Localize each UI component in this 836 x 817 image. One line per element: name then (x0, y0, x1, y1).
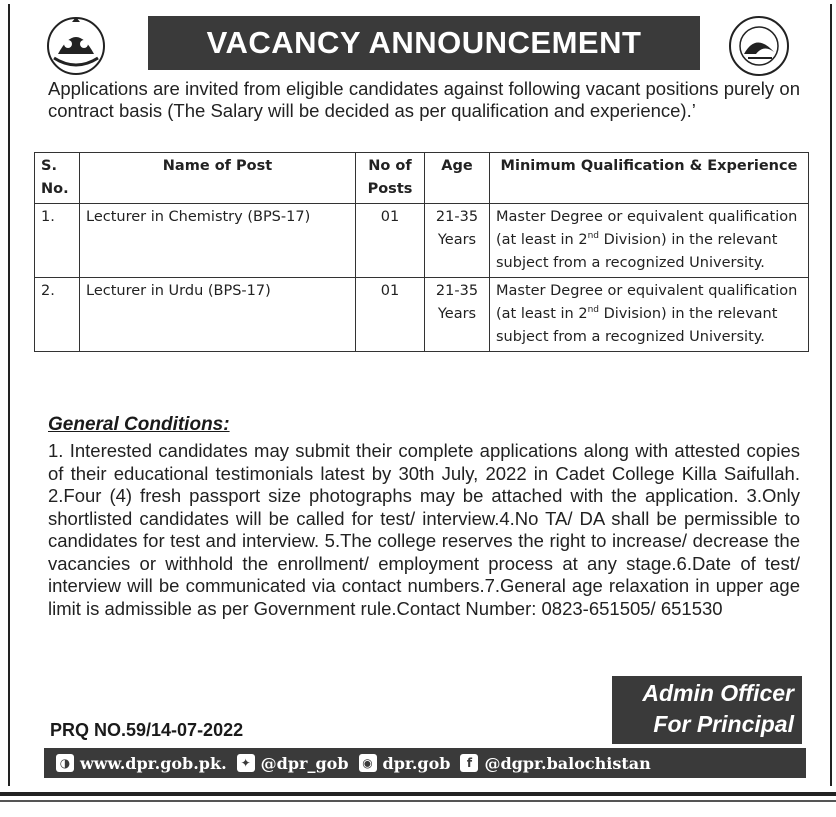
intro-paragraph: Applications are invited from eligible candidates against following vacant positions purely on contract basis (The Salary will be decided as per qualification and experience).’ (48, 78, 800, 121)
page-title: VACANCY ANNOUNCEMENT (148, 16, 700, 70)
row-age: 21-35 Years (425, 278, 490, 352)
prq-number: PRQ NO.59/14-07-2022 (50, 720, 244, 740)
vacancy-table (34, 152, 809, 352)
header-sno: S. No. (35, 153, 80, 204)
general-conditions-text: 1. Interested candidates may submit their complete applications along with attested copies of their educational testimonials latest by 30th July, 2022 in Cadet College Killa Saifullah. 2.Four (4) fresh passport size photographs may be attached with the application. 3.Only shortlisted candidates will be called for test/ interview.4.No TA/ DA shall be permissible to candidates for test and interview. 5.The college reserves the right to increase/ decrease the vacancies or withhold the enrollment/ employment process at any stage.6.Date of test/ interview will be communicated via contact numbers.7.General age relaxation in upper age limit is admissible as per Government rule.Contact Number: 0823-651505/ 651530 (48, 440, 800, 619)
signoff-title: Admin Officer (642, 680, 794, 706)
header-age: Age (425, 153, 490, 204)
signoff-box (612, 676, 802, 744)
twitter-icon: ✦ (237, 754, 255, 772)
instagram-icon: ◉ (359, 754, 377, 772)
row-age: 21-35 Years (425, 204, 490, 278)
balochistan-emblem-logo (44, 14, 108, 76)
facebook-icon: f (460, 754, 478, 772)
row-qualification: Master Degree or equivalent qualification (at least in 2nd Division) in the relevant subject from a recognized University. (490, 278, 809, 352)
general-conditions-heading: General Conditions: (48, 414, 230, 435)
footer-facebook[interactable]: f @dgpr.balochistan (460, 754, 650, 773)
bottom-divider-secondary (0, 800, 836, 802)
row-sno: 1. (35, 204, 80, 278)
row-post-count: 01 (356, 204, 425, 278)
row-post-name: Lecturer in Chemistry (BPS-17) (80, 204, 356, 278)
footer-website[interactable]: ◑ www.dpr.gob.pk. (56, 754, 227, 773)
header-post-name: Name of Post (80, 153, 356, 204)
header-no-of-posts: No of Posts (356, 153, 425, 204)
table-header-row (35, 153, 809, 204)
footer-contact-bar (44, 748, 806, 778)
row-sno: 2. (35, 278, 80, 352)
cadet-college-crest-logo (720, 14, 798, 78)
row-post-count: 01 (356, 278, 425, 352)
bottom-divider (0, 792, 836, 796)
globe-icon: ◑ (56, 754, 74, 772)
row-qualification: Master Degree or equivalent qualification (at least in 2nd Division) in the relevant subject from a recognized University. (490, 204, 809, 278)
header-qualification: Minimum Qualification & Experience (490, 153, 809, 204)
table-row (35, 204, 809, 278)
table-row (35, 278, 809, 352)
footer-instagram[interactable]: ◉ dpr.gob (359, 754, 451, 773)
signoff-subtitle: For Principal (653, 711, 794, 737)
footer-twitter[interactable]: ✦ @dpr_gob (237, 754, 349, 773)
row-post-name: Lecturer in Urdu (BPS-17) (80, 278, 356, 352)
